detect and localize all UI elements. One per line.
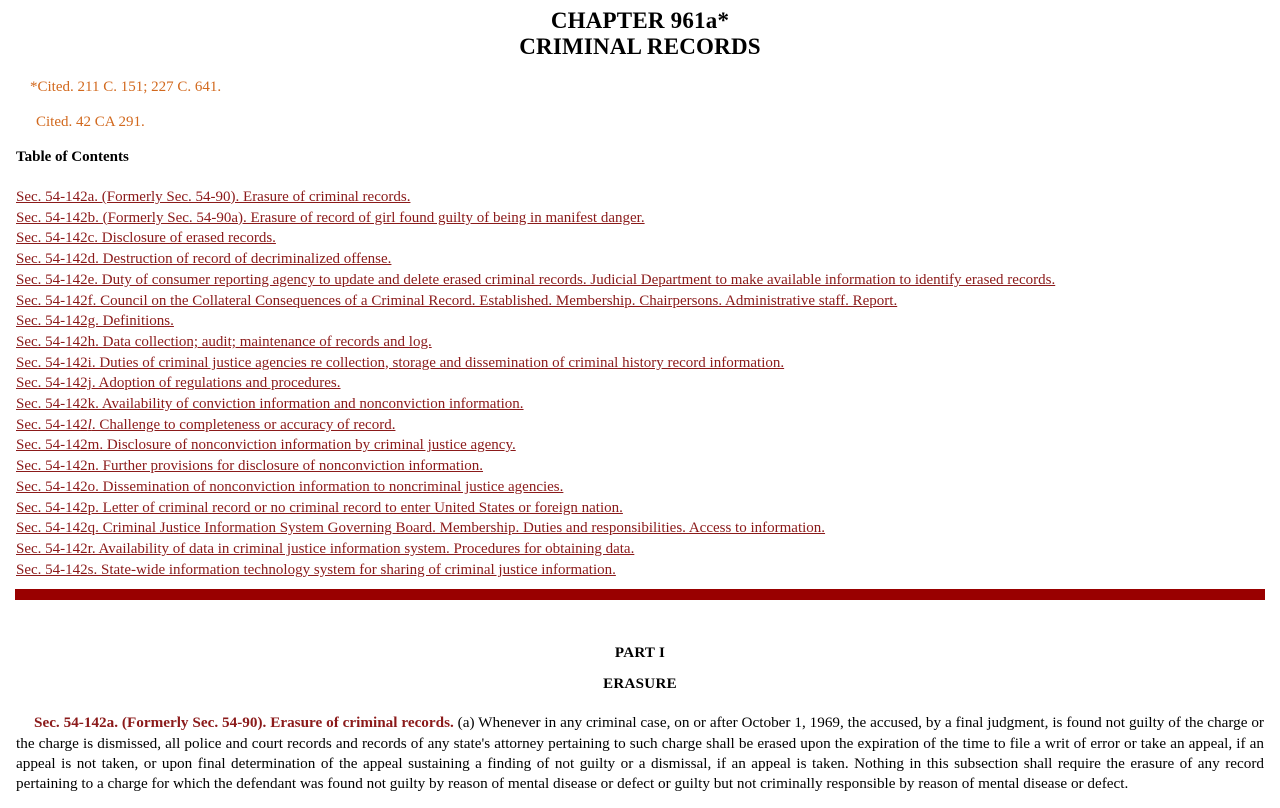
toc-link-54-142n[interactable]: Sec. 54-142n. Further provisions for disclosure of nonconviction information. [16, 458, 484, 475]
table-of-contents-list [0, 187, 1280, 580]
toc-link-54-142k[interactable]: Sec. 54-142k. Availability of conviction information and nonconviction information. [16, 396, 524, 413]
list-item [16, 560, 1280, 581]
list-item [16, 456, 1280, 477]
toc-link-54-142s[interactable]: Sec. 54-142s. State-wide information technology system for sharing of criminal justice information. [16, 561, 616, 578]
section-divider [15, 589, 1265, 600]
list-item [16, 249, 1280, 270]
toc-link-54-142j[interactable]: Sec. 54-142j. Adoption of regulations and procedures. [16, 375, 341, 392]
list-item [16, 518, 1280, 539]
section-label: Sec. 54-142a. (Formerly Sec. 54-90). Erasure of criminal records. [34, 714, 454, 732]
list-item [16, 187, 1280, 208]
list-item [16, 415, 1280, 436]
toc-link-54-142l-pre: Sec. 54-142 [16, 416, 88, 433]
document-page [0, 8, 1280, 794]
list-item [16, 353, 1280, 374]
part-subheading: ERASURE [603, 676, 677, 693]
list-item [16, 373, 1280, 394]
table-of-contents-heading: Table of Contents [16, 149, 129, 165]
toc-link-54-142a[interactable]: Sec. 54-142a. (Formerly Sec. 54-90). Erasure of criminal records. [16, 189, 411, 205]
toc-link-54-142l-post: . Challenge to completeness or accuracy of record. [91, 416, 396, 433]
toc-link-54-142i[interactable]: Sec. 54-142i. Duties of criminal justice agencies re collection, storage and dissemination of criminal history record information. [16, 354, 785, 371]
citation-line-1: *Cited. 211 C. 151; 227 C. 641. [30, 79, 222, 95]
toc-link-54-142f[interactable]: Sec. 54-142f. Council on the Collateral Consequences of a Criminal Record. Established. Membership. Chairpersons. Administrative staff. Report. [16, 292, 898, 309]
citation-block [0, 78, 1280, 131]
part-heading: PART I [614, 645, 666, 662]
list-item [16, 477, 1280, 498]
toc-link-54-142m[interactable]: Sec. 54-142m. Disclosure of nonconviction information by criminal justice agency. [16, 437, 516, 454]
list-item [16, 270, 1280, 291]
list-item [16, 394, 1280, 415]
list-item [16, 332, 1280, 353]
list-item [16, 311, 1280, 332]
toc-link-54-142p[interactable]: Sec. 54-142p. Letter of criminal record or no criminal record to enter United States or foreign nation. [16, 499, 623, 516]
toc-link-54-142b[interactable]: Sec. 54-142b. (Formerly Sec. 54-90a). Erasure of record of girl found guilty of being in manifest danger. [16, 209, 645, 226]
toc-link-54-142q[interactable]: Sec. 54-142q. Criminal Justice Information System Governing Board. Membership. Duties and responsibilities. Access to information. [16, 520, 826, 537]
chapter-number: CHAPTER 961a* [550, 8, 730, 33]
list-item [16, 435, 1280, 456]
toc-link-54-142o[interactable]: Sec. 54-142o. Dissemination of nonconviction information to noncriminal justice agencies. [16, 478, 564, 495]
list-item [16, 291, 1280, 312]
list-item [16, 539, 1280, 560]
toc-link-54-142l-italic: l [87, 416, 92, 433]
toc-link-54-142h[interactable]: Sec. 54-142h. Data collection; audit; maintenance of records and log. [16, 333, 432, 350]
toc-link-54-142g[interactable]: Sec. 54-142g. Definitions. [16, 313, 174, 330]
list-item [16, 208, 1280, 229]
toc-link-54-142d[interactable]: Sec. 54-142d. Destruction of record of decriminalized offense. [16, 251, 392, 268]
list-item [16, 498, 1280, 519]
section-text: (a) Whenever in any criminal case, on or after October 1, 1969, the accused, by a final judgment, is found not guilty of the charge or the charge is dismissed, all police and court records and records of any state's attorney pertaining to such charge shall be erased upon the expiration of the time to file a writ of error or take an appeal, if an appeal is not taken, or upon final determination of the appeal sustaining a finding of not guilty or a dismissal, if an appeal is taken. Nothing in this subsection shall require the erasure of any record pertaining to a charge for which the defendant was found not guilty by reason of mental disease or defect or guilty but not criminally responsible by reason of mental disease or defect. [16, 714, 1264, 792]
toc-link-54-142e[interactable]: Sec. 54-142e. Duty of consumer reporting agency to update and delete erased criminal records. Judicial Department to make available information to identify erased records. [16, 271, 1056, 288]
list-item [16, 228, 1280, 249]
toc-link-54-142l[interactable] [16, 417, 395, 433]
toc-link-54-142r[interactable]: Sec. 54-142r. Availability of data in criminal justice information system. Procedures for obtaining data. [16, 540, 635, 557]
toc-link-54-142c[interactable]: Sec. 54-142c. Disclosure of erased records. [16, 230, 276, 247]
chapter-name: CRIMINAL RECORDS [519, 34, 761, 59]
section-paragraph [0, 713, 1280, 794]
citation-line-2: Cited. 42 CA 291. [36, 114, 145, 130]
page-title [0, 8, 1280, 60]
